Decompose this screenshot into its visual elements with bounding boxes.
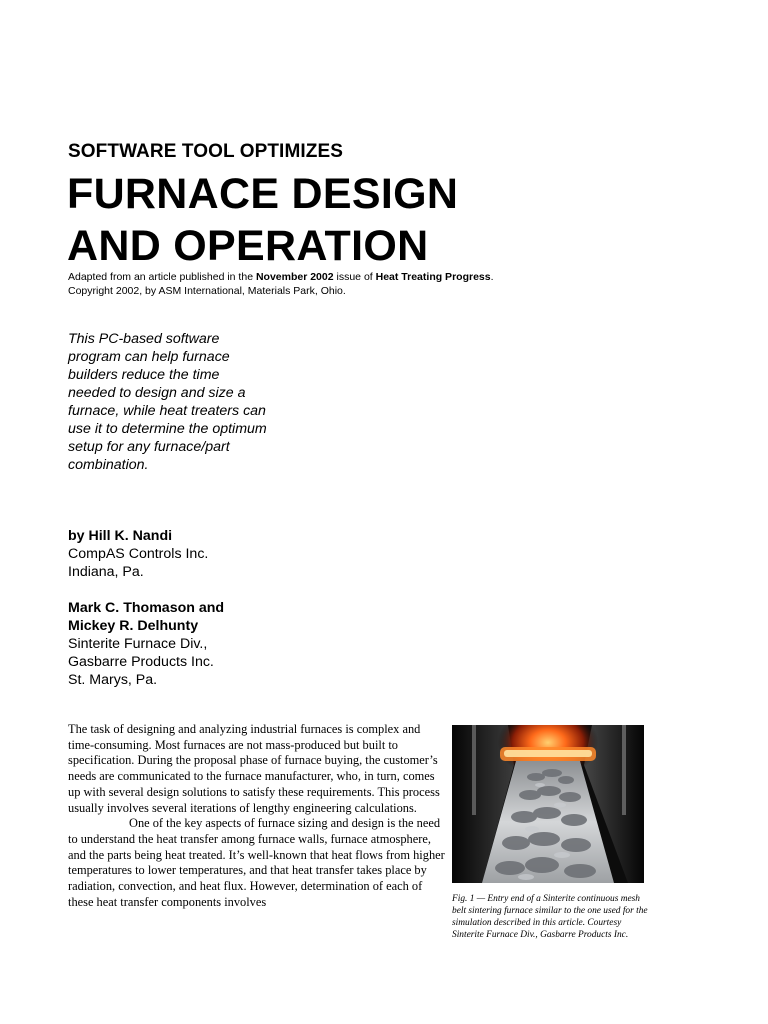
figure-caption: Fig. 1 — Entry end of a Sinterite continuous mesh belt sintering furnace similar to the one used for the simulation described in this article. Courtesy Sinterite Furnace Div., Gasbarre Products Inc. <box>452 894 648 940</box>
copyright-line: Copyright 2002, by ASM International, Materials Park, Ohio. <box>68 285 346 297</box>
author-affiliation-line: Gasbarre Products Inc. <box>68 654 214 670</box>
figure-photo-furnace-belt <box>452 725 644 883</box>
source-issue: November 2002 <box>255 271 334 283</box>
article-title <box>67 168 458 272</box>
author-affiliation-line: St. Marys, Pa. <box>68 672 158 688</box>
title-line-1: FURNACE DESIGN <box>67 170 459 218</box>
body-paragraph-1: The task of designing and analyzing industrial furnaces is complex and time-consuming. Most furnaces are not mass-produced but built to specification. During the proposal phase of furnace buying, the customer’s needs are communicated to the furnace manufacturer, who, in turn, comes up with several design solutions to satisfy these requirements. This process usually involves several iterations of lengthy engineering calculations. <box>68 722 440 815</box>
author-affiliation-line: Indiana, Pa. <box>68 564 144 580</box>
title-line-2: AND OPERATION <box>67 222 429 270</box>
author-affiliation-line: Sinterite Furnace Div., <box>68 636 208 652</box>
article-kicker: SOFTWARE TOOL OPTIMIZES <box>68 141 343 162</box>
author-block-2 <box>68 599 224 689</box>
author-name-line: Mark C. Thomason and <box>68 600 225 616</box>
source-mid: issue of <box>333 271 376 283</box>
body-text <box>68 722 448 910</box>
source-post: . <box>490 271 494 283</box>
body-paragraph-2: One of the key aspects of furnace sizing and design is the need to understand the heat transfer among furnace walls, furnace atmosphere, and the parts being heat treated. It’s well-known that heat flows from higher temperatures to lower temperatures, and that heat transfer takes place by radiation, convection, and heat flux. However, determination of each of these heat transfer components involves <box>68 816 445 909</box>
source-pre: Adapted from an article published in the <box>68 271 256 283</box>
author-affiliation-line: CompAS Controls Inc. <box>68 546 209 562</box>
source-note <box>68 270 494 298</box>
furnace-photo-illustration <box>452 725 644 883</box>
author-name: by Hill K. Nandi <box>68 528 173 544</box>
source-publication: Heat Treating Progress <box>375 271 491 283</box>
author-name-line: Mickey R. Delhunty <box>68 618 199 634</box>
author-block-1 <box>68 527 208 581</box>
source-line <box>68 270 494 284</box>
article-dek: This PC-based software program can help furnace builders reduce the time needed to design and size a furnace, while heat treaters can use it to determine the optimum setup for any furnace/part combination. <box>68 331 267 473</box>
